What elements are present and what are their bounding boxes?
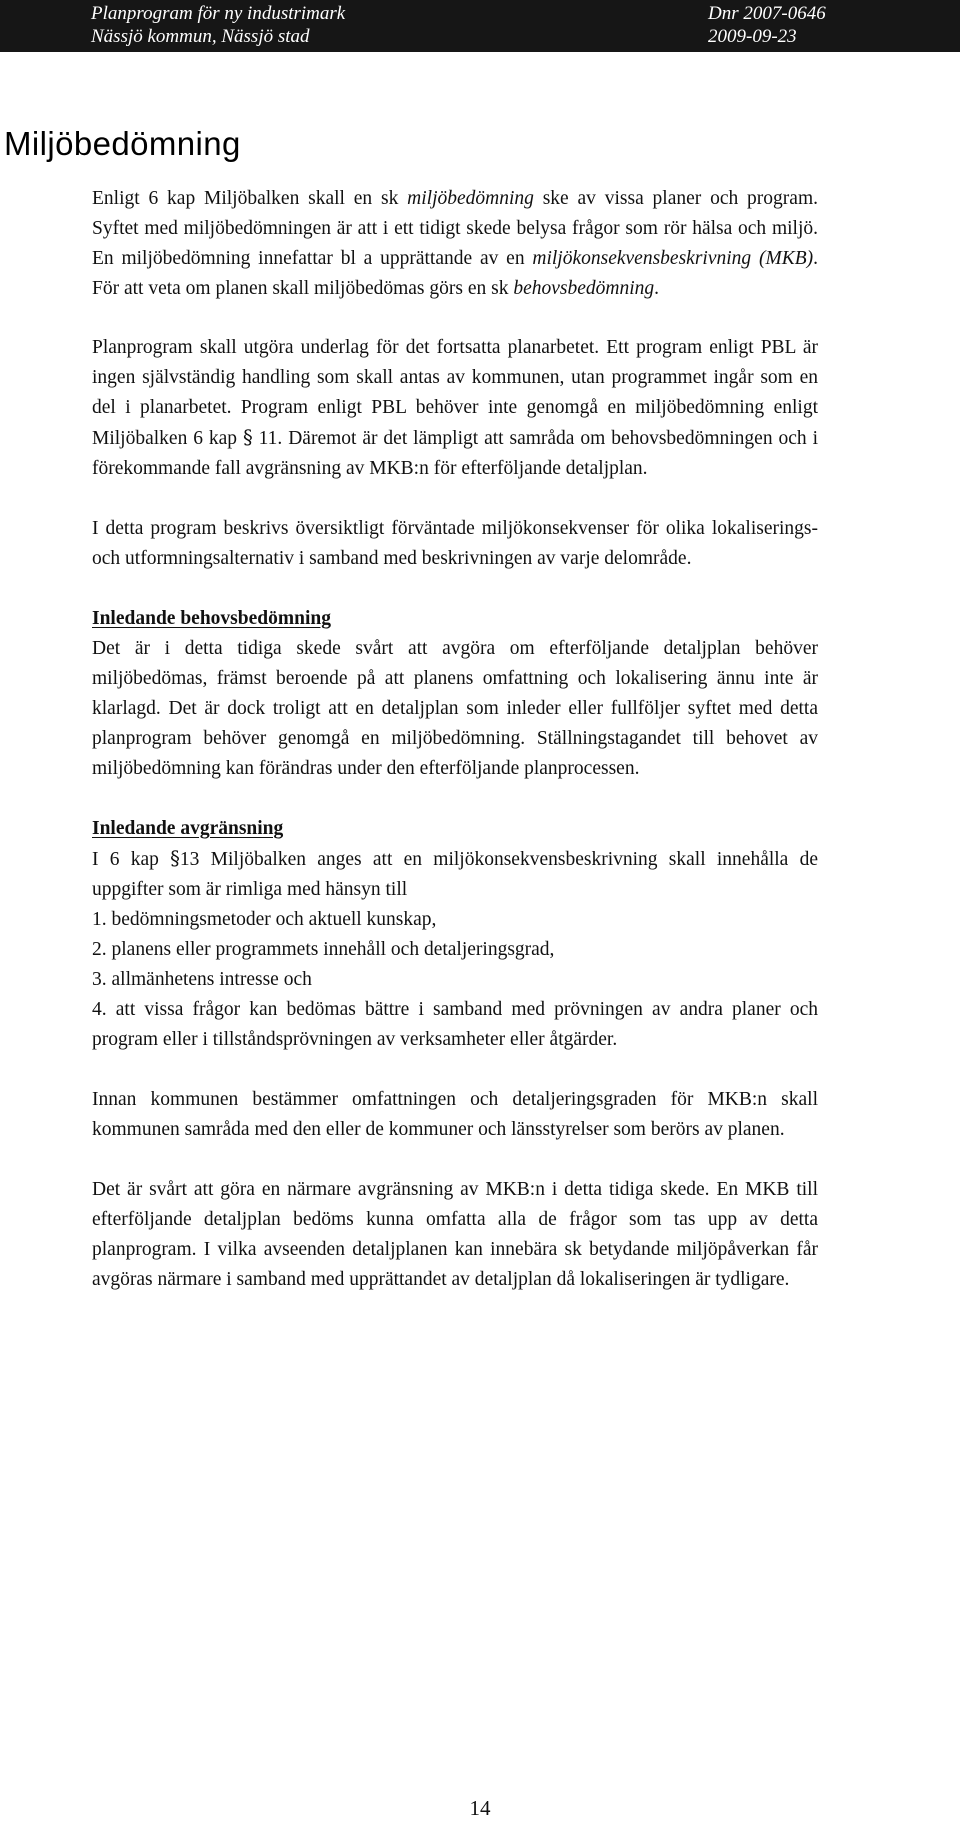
behovsbedomning-paragraph: Det är i detta tidiga skede svårt att avgöra om efterföljande detaljplan behöver miljöbedömas, främst beroende på att planens omfattning och lokalisering ännu inte är klarlagd. Det är dock troligt att en detaljplan som inleder eller fullföljer syftet med detta planprogram behöver genomgå en miljöbedömning. Ställningstagandet till behovet av miljöbedömning kan förändras under den efterföljande planprocessen. [92, 638, 818, 779]
list-item: 2. planens eller programmets innehåll och detaljeringsgrad, [92, 939, 555, 960]
header-right [708, 3, 826, 49]
intro-term-behovsbedomning: behovsbedömning [513, 278, 655, 299]
header-reference-number: Dnr 2007-0646 [708, 3, 826, 24]
program-description-paragraph: I detta program beskrivs översiktligt förväntade miljökonsekvenser för olika lokaliserings- och utformningsalternativ i samband med beskrivningen av varje delområde. [92, 518, 818, 569]
mkb-criteria-list [92, 905, 818, 1055]
header-municipality: Nässjö kommun, Nässjö stad [91, 26, 310, 47]
intro-text-4: . [654, 278, 660, 299]
paragraph-spacer [92, 574, 818, 604]
avgransning-lead-b: 13 Miljöbalken anges att en miljökonsekvensbeskrivning skall innehålla de uppgifter som är rimliga med hänsyn till [92, 849, 818, 900]
header-left [91, 3, 345, 49]
section-heading-behovsbedomning: Inledande behovsbedömning [92, 608, 331, 629]
intro-term-mkb: miljökonsekvensbeskrivning (MKB) [532, 248, 814, 269]
intro-term-miljobedomning: miljöbedömning [407, 188, 534, 209]
list-item: 3. allmänhetens intresse och [92, 969, 312, 990]
document-body [92, 184, 818, 1295]
closing-paragraph: Det är svårt att göra en närmare avgränsning av MKB:n i detta tidiga skede. En MKB till efterföljande detaljplan bedöms kunna omfatta alla de frågor som tas upp av detta planprogram. I vilka avseenden detaljplanen kan innebära sk betydande miljöpåverkan får avgöras närmare i samband med upprättandet av detaljplan då lokaliseringen är tydligare. [92, 1179, 818, 1290]
list-item: 1. bedömningsmetoder och aktuell kunskap, [92, 909, 437, 930]
paragraph-spacer [92, 1055, 818, 1085]
planprogram-text-b: 11. Däremot är det lämpligt att samråda om behovsbedömningen och i förekommande fall avgränsning av MKB:n för efterföljande detaljplan. [92, 428, 818, 479]
list-item: 4. att vissa frågor kan bedömas bättre i samband med prövningen av andra planer och program eller i tillståndsprövningen av verksamheter eller åtgärder. [92, 999, 818, 1050]
samrad-paragraph: Innan kommunen bestämmer omfattningen och detaljeringsgraden för MKB:n skall kommunen samråda med den eller de kommuner och länsstyrelser som berörs av planen. [92, 1089, 818, 1140]
avgransning-lead-paragraph [92, 844, 818, 905]
paragraph-spacer [92, 304, 818, 333]
avgransning-lead-a: I 6 kap [92, 849, 171, 870]
section-heading-avgransning: Inledande avgränsning [92, 818, 284, 839]
planprogram-text-a: Planprogram skall utgöra underlag för det fortsatta planarbetet. Ett program enligt PBL är ingen självständig handling som skall antas av kommunen, utan programmet ingår som en del i planarbetet. Program enligt PBL behöver inte genomgå en miljöbedömning enligt Miljöbalken 6 kap [92, 337, 818, 449]
intro-text-1: Enligt 6 kap Miljöbalken skall en sk [92, 188, 408, 209]
page-title: Miljöbedömning [4, 125, 241, 162]
page-number: 14 [469, 1796, 491, 1820]
intro-text-2: ske av vissa planer och program. Syftet med miljöbedömningen är att i ett tidigt skede belysa frågor som rör hälsa och miljö. En miljöbedömning innefattar bl a upprättande av en [92, 188, 818, 269]
intro-paragraph [92, 184, 818, 304]
paragraph-spacer [92, 484, 818, 514]
paragraph-spacer [92, 1145, 818, 1175]
paragraph-spacer [92, 784, 818, 814]
section-symbol: § [170, 847, 180, 870]
header-date: 2009-09-23 [708, 26, 797, 47]
section-symbol: § [242, 426, 253, 449]
planprogram-paragraph [92, 333, 818, 484]
header-project-title: Planprogram för ny industrimark [91, 3, 346, 24]
page-header [0, 0, 960, 52]
intro-text-3: . För att veta om planen skall miljöbedömas görs en sk [92, 248, 818, 299]
